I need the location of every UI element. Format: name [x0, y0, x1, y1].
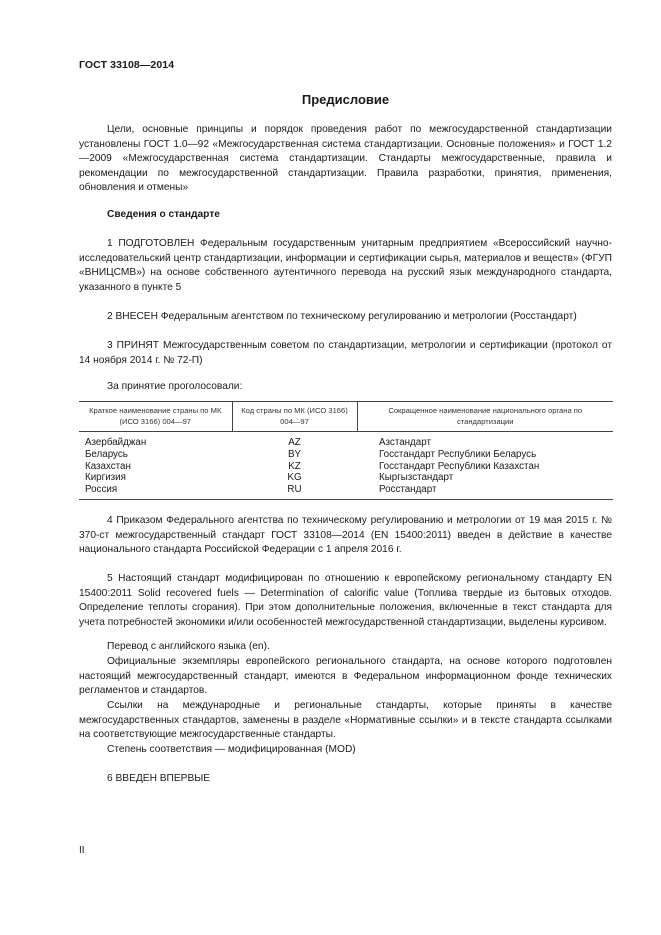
table-header-row — [79, 402, 613, 432]
body-cell: Госстандарт Республики Беларусь — [379, 448, 537, 460]
country-cell: Беларусь — [85, 448, 128, 460]
code-cell: KZ — [288, 460, 301, 472]
item-2-paragraph: 2 ВНЕСЕН Федеральным агентством по техническому регулированию и метрологии (Росстандарт) — [107, 311, 577, 322]
item-4-paragraph: 4 Приказом Федерального агентства по техническому регулированию и метрологии от 19 мая 2015 г. № 370-ст межгосударственный стандарт ГОСТ 33108—2014 (EN 15400:2011) введен в действие в качестве национального стандарта Российской Федерации с 1 апреля 2016 г. — [79, 515, 612, 556]
country-cell: Россия — [79, 484, 232, 499]
column-header-country: Краткое наименование страны по МК (ИСО 3166) 004—97 — [79, 402, 232, 432]
body-cell: Росстандарт — [357, 484, 613, 499]
column-header-body: Сокращенное наименование национального органа по стандартизации — [357, 402, 613, 432]
item-5-paragraph: 5 Настоящий стандарт модифицирован по отношению к европейскому региональному стандарту EN 15400:2011 Solid recovered fuels — Determination of calorific value (Топлива твердые из бытовых отходов. Определение теплоты сгорания). При этом дополнительные положения, включенные в текст стандарта для учета потребностей экономики и/или особенностей межгосударственной стандартизации, выделены курсивом. — [79, 573, 612, 628]
info-heading: Сведения о стандарте — [107, 209, 220, 220]
column-header-code: Код страны по МК (ИСО 3166) 004—97 — [232, 402, 357, 432]
table-row — [79, 449, 613, 461]
code-cell: AZ — [288, 437, 301, 448]
item-5-degree: Степень соответствия — модифицированная (MOD) — [107, 744, 356, 755]
table-row — [79, 472, 613, 484]
country-cell: Киргизия — [85, 472, 126, 484]
body-cell: Азстандарт — [379, 437, 431, 448]
code-cell: RU — [232, 484, 357, 499]
table-row — [79, 461, 613, 473]
country-cell: Казахстан — [85, 460, 131, 472]
table-row — [79, 484, 613, 499]
page-title: Предисловие — [301, 92, 390, 107]
voted-label: За принятие проголосовали: — [107, 381, 243, 392]
item-1-paragraph: 1 ПОДГОТОВЛЕН Федеральным государственным унитарным предприятием «Всероссийский научно-исследовательский центр стандартизации, информации и сертификации сырья, материалов и веществ» (ФГУП «ВНИЦСМВ») на основе собственного аутентичного перевода на русский язык международного стандарта, указанного в пункте 5 — [79, 238, 612, 293]
code-cell: BY — [287, 448, 302, 460]
body-cell: Кыргызстандарт — [379, 472, 454, 484]
item-6-paragraph: 6 ВВЕДЕН ВПЕРВЫЕ — [107, 773, 211, 784]
item-3-paragraph: 3 ПРИНЯТ Межгосударственным советом по стандартизации, метрологии и сертификации (протокол от 14 ноября 2014 г. № 72-П) — [79, 340, 612, 366]
country-cell: Азербайджан — [85, 437, 147, 448]
item-5-official-copies: Официальные экземпляры европейского регионального стандарта, на основе которого подготовлен настоящий межгосударственный стандарт, имеются в Федеральном информационном фонде технических регламентов и стандартов. — [79, 656, 612, 697]
code-cell: KG — [287, 472, 302, 484]
voting-table — [79, 401, 613, 500]
item-5-references: Ссылки на международные и региональные стандарты, которые приняты в качестве межгосударственных стандартов, заменены в разделе «Нормативные ссылки» и в тексте стандарта ссылками на соответствующие межгосударственные стандарты. — [79, 700, 612, 741]
intro-paragraph: Цели, основные принципы и порядок проведения работ по межгосударственной стандартизации установлены ГОСТ 1.0—92 «Межгосударственная система стандартизации. Основные положения» и ГОСТ 1.2—2009 «Межгосударственная система стандартизации. Стандарты межгосударственные, правила и рекомендации по межгосударственной стандартизации. Правила разработки, принятия, применения, обновления и отмены» — [79, 124, 612, 194]
item-5-translation: Перевод с английского языка (en). — [107, 641, 270, 652]
body-cell: Госстандарт Республики Казахстан — [379, 460, 540, 472]
page-number: II — [79, 845, 85, 856]
table-row — [79, 432, 613, 449]
document-code: ГОСТ 33108—2014 — [79, 59, 175, 71]
